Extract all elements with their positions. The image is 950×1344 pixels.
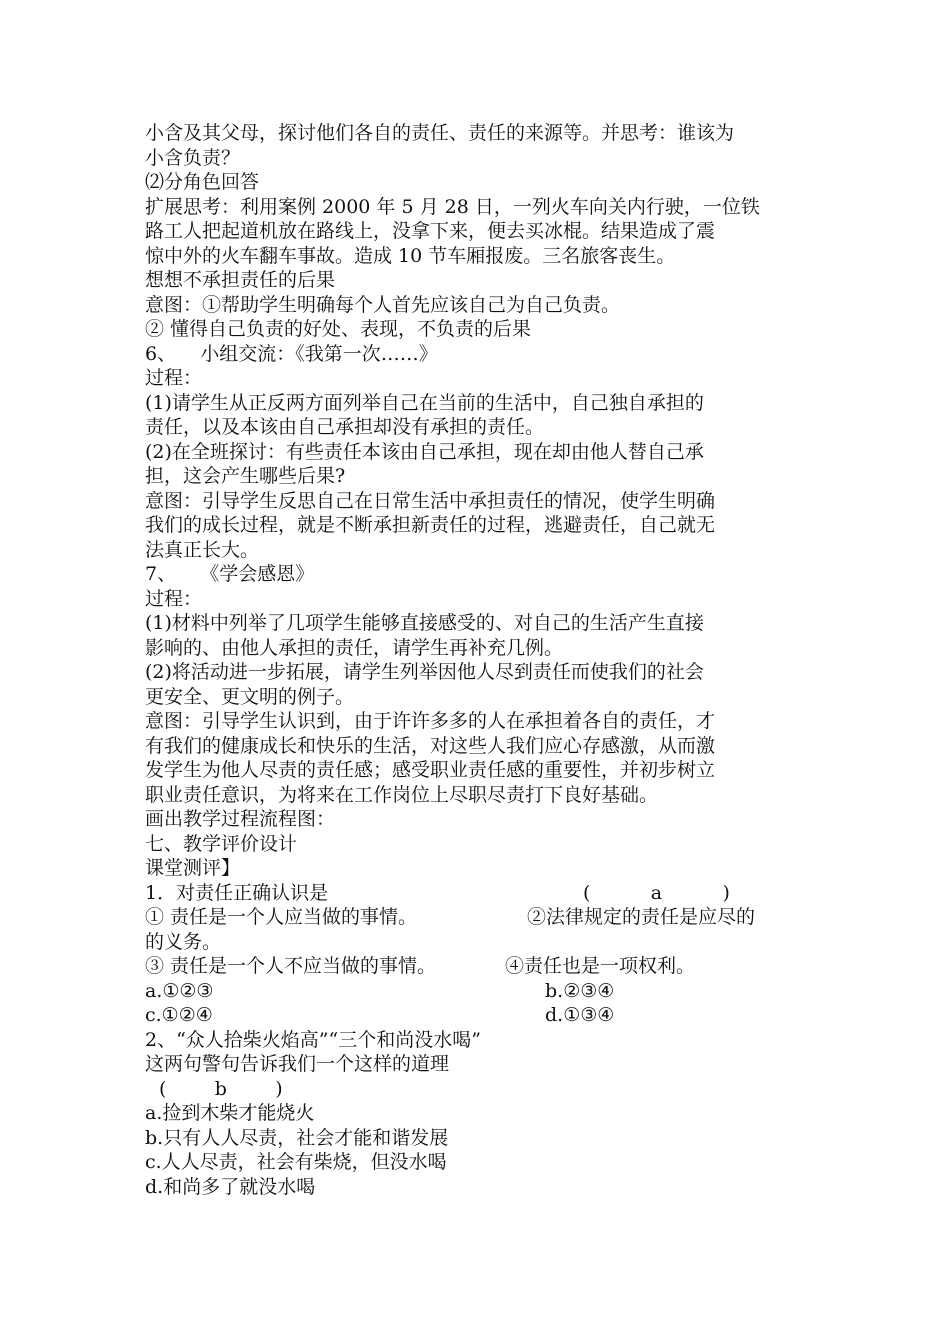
text-line: ② 懂得自己负责的好处、表现，不负责的后果 [145,318,532,340]
text-line: 有我们的健康成长和快乐的生活，对这些人我们应心存感激，从而激 [145,734,716,757]
text-line: 小含负责？ [145,146,241,169]
question-2-choice-d: d.和尚多了就没水喝 [145,1175,316,1198]
section-heading-6: 6、 小组交流：《我第一次……》 [145,342,438,365]
text-line: 意图：引导学生反思自己在日常生活中承担责任的情况，使学生明确 [145,489,716,512]
text-line: 扩展思考：利用案例 2000 年 5 月 28 日，一列火车向关内行驶，一位铁 [145,195,760,218]
question-1-option-4: ④责任也是一项权利。 [505,955,696,977]
question-1-option-2-continued: 的义务。 [145,930,222,953]
text-line: 责任，以及本该由自己承担却没有承担的责任。 [145,416,545,438]
text-line: 想想不承担责任的后果 [145,269,336,291]
text-line: 路工人把起道机放在路线上，没拿下来，便去买冰棍。结果造成了震 [145,220,716,242]
question-2-choice-a: a.捡到木柴才能烧火 [145,1102,315,1124]
question-2-stem: 2、“众人拾柴火焰高”“三个和尚没水喝” [145,1028,481,1051]
question-1-choice-a: a.①②③ [145,979,214,1002]
question-1-option-1: ① 责任是一个人应当做的事情。 [145,906,418,928]
text-line: 更安全、更文明的例子。 [145,685,355,708]
text-line: (1)材料中列举了几项学生能够直接感受的、对自己的生活产生直接 [145,612,704,634]
text-line: (2)在全班探讨：有些责任本该由自己承担，现在却由他人替自己承 [145,440,704,463]
question-1-stem-row [145,881,815,906]
text-line: ⑵分角色回答 [145,171,260,193]
text-line: 过程： [145,587,203,610]
text-line: 我们的成长过程，就是不断承担新责任的过程，逃避责任，自己就无 [145,514,716,536]
section-heading: 七、教学评价设计 [145,832,298,855]
question-1-choice-row [145,979,815,1004]
question-1-option-row [145,905,815,930]
question-1-option-3: ③ 责任是一个人不应当做的事情。 [145,955,437,977]
text-line: 画出教学过程流程图： [145,808,336,830]
text-line: 担，这会产生哪些后果? [145,465,346,487]
text-line: 小含及其父母，探讨他们各自的责任、责任的来源等。并思考：谁该为 [145,122,735,144]
question-1-answer: ( a ) [583,881,730,904]
text-line: 意图：①帮助学生明确每个人首先应该自己为自己负责。 [145,293,621,316]
section-heading: 课堂测评】 [145,857,241,879]
question-1-stem: 1．对责任正确认识是 [145,881,329,904]
text-line: 意图：引导学生认识到，由于许许多多的人在承担着各自的责任，才 [145,710,716,732]
question-2-choice-b: b.只有人人尽责，社会才能和谐发展 [145,1126,449,1149]
question-1-choice-c: c.①②④ [145,1004,213,1026]
question-1-option-2: ②法律规定的责任是应尽的 [527,906,756,928]
question-1-choice-b: b.②③④ [545,979,615,1002]
text-line: 影响的、由他人承担的责任，请学生再补充几例。 [145,636,564,659]
text-line: 职业责任意识，为将来在工作岗位上尽职尽责打下良好基础。 [145,783,659,806]
section-heading-7: 7、 《学会感恩》 [145,563,315,585]
question-2-stem-continued: 这两句警句告诉我们一个这样的道理 [145,1053,450,1075]
text-line: (1)请学生从正反两方面列举自己在当前的生活中，自己独自承担的 [145,391,704,414]
text-line: (2)将活动进一步拓展，请学生列举因他人尽到责任而使我们的社会 [145,661,704,683]
question-2-choice-c: c.人人尽责，社会有柴烧，但没水喝 [145,1151,447,1173]
text-line: 发学生为他人尽责的责任感；感受职业责任感的重要性，并初步树立 [145,759,716,781]
question-1-choice-row [145,1003,815,1028]
question-2-answer: ( b ) [159,1077,283,1100]
text-line: 法真正长大。 [145,538,260,561]
text-line: 惊中外的火车翻车事故。造成 10 节车厢报废。三名旅客丧生。 [145,244,676,267]
document-page [145,121,815,1199]
question-1-choice-d: d.①③④ [545,1004,615,1026]
question-1-option-row [145,954,815,979]
text-line: 过程： [145,367,203,389]
